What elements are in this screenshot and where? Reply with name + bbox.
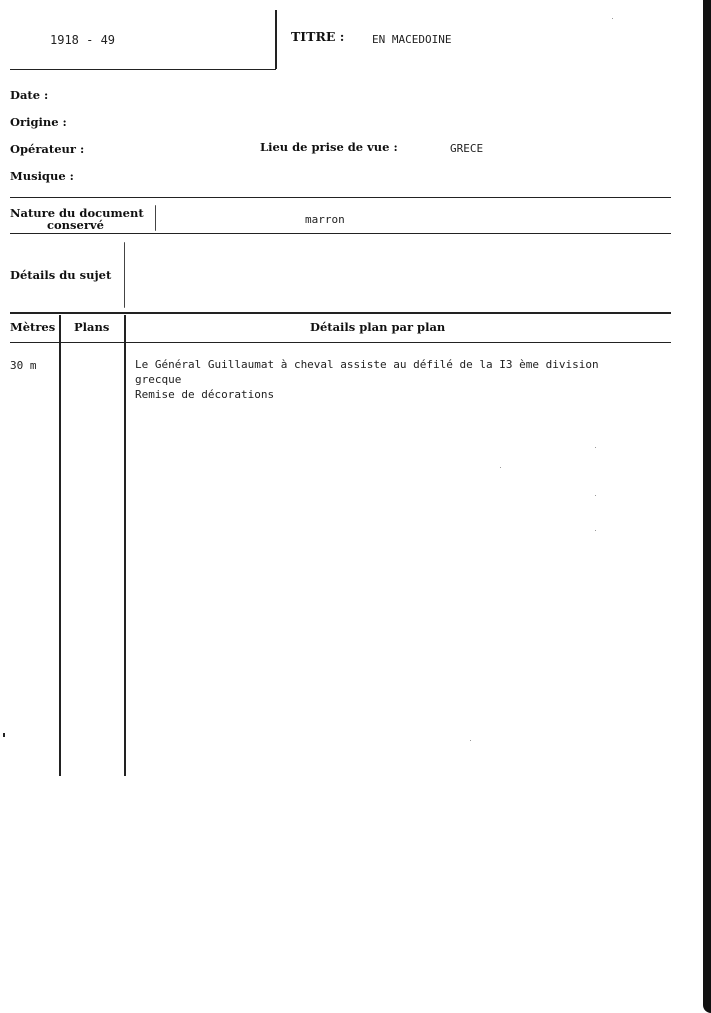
header-divider	[275, 10, 277, 69]
scan-speck	[595, 447, 596, 448]
header-details: Détails plan par plan	[310, 320, 446, 334]
nature-value: marron	[305, 213, 345, 226]
nature-label-line1: Nature du document	[10, 206, 144, 220]
title-label: TITRE :	[291, 29, 345, 44]
lieu-label: Lieu de prise de vue :	[260, 140, 398, 154]
title-value: EN MACEDOINE	[372, 33, 452, 46]
row-details-line2: grecque	[135, 373, 182, 386]
fields-separator	[10, 197, 671, 198]
row-metres: 30 m	[10, 359, 37, 372]
musique-label: Musique :	[10, 169, 74, 183]
nature-label-line2: conservé	[47, 218, 104, 232]
operateur-label: Opérateur :	[10, 142, 85, 156]
scan-speck	[595, 495, 596, 496]
column-divider-plans	[124, 315, 126, 776]
scan-speck	[612, 18, 613, 19]
table-top-border	[10, 312, 671, 314]
date-label: Date :	[10, 88, 49, 102]
scan-right-edge	[703, 0, 711, 1013]
table-header-separator	[10, 342, 671, 343]
scan-speck	[500, 467, 501, 468]
details-sujet-label: Détails du sujet	[10, 268, 112, 282]
lieu-value: GRECE	[450, 142, 484, 155]
row-details-line1: Le Général Guillaumat à cheval assiste au défilé de la I3 ème division	[135, 358, 599, 371]
header-underline	[10, 69, 276, 70]
header-metres: Mètres	[10, 320, 56, 334]
scan-speck	[470, 740, 471, 741]
scan-speck	[595, 530, 596, 531]
column-divider-metres	[59, 315, 61, 776]
nature-separator	[10, 233, 671, 234]
nature-brace	[155, 205, 156, 231]
details-sujet-brace	[124, 242, 125, 308]
scan-mark	[3, 733, 5, 737]
row-details-line3: Remise de décorations	[135, 388, 275, 401]
header-plans: Plans	[74, 320, 110, 334]
origine-label: Origine :	[10, 115, 67, 129]
reference-number: 1918 - 49	[50, 33, 116, 47]
